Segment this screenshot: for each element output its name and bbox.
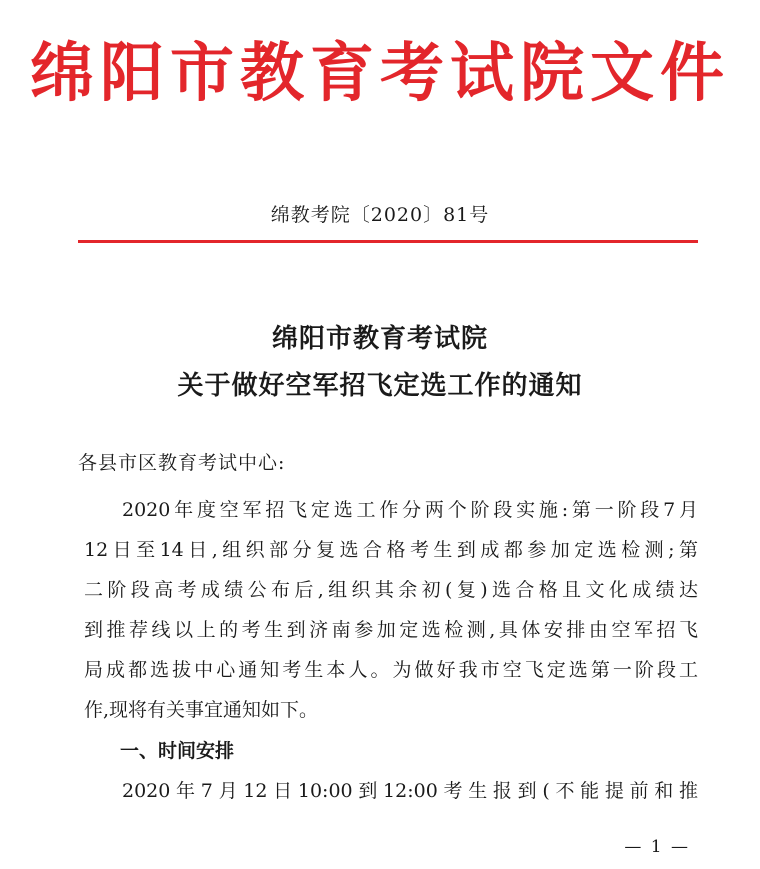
notice-title-line-2: 关于做好空军招飞定选工作的通知 (177, 371, 583, 401)
document-number: 绵教考院〔2020〕81号 (270, 204, 490, 226)
paragraph-line: 局成都选拔中心通知考生本人。为做好我市空飞定选第一阶段工 (84, 659, 698, 681)
section-heading: 一、时间安排 (120, 740, 235, 762)
paragraph-line: 2020年7月12日10:00到12:00考生报到(不能提前和推 (122, 780, 698, 802)
paragraph-line: 到推荐线以上的考生到济南参加定选检测,具体安排由空军招飞 (84, 619, 698, 641)
page-number: — 1 — (624, 837, 690, 857)
salutation: 各县市区教育考试中心: (78, 452, 286, 474)
notice-title-line-1: 绵阳市教育考试院 (271, 324, 488, 354)
paragraph-line: 二阶段高考成绩公布后,组织其余初(复)选合格且文化成绩达 (84, 579, 698, 601)
red-divider-line (78, 240, 698, 243)
paragraph-line: 12日至14日,组织部分复选合格考生到成都参加定选检测;第 (84, 539, 698, 561)
paragraph-line: 2020年度空军招飞定选工作分两个阶段实施:第一阶段7月 (122, 499, 698, 521)
paragraph-line: 作,现将有关事宜通知如下。 (84, 699, 319, 721)
masthead-title: 绵阳市教育考试院文件 (30, 37, 730, 111)
